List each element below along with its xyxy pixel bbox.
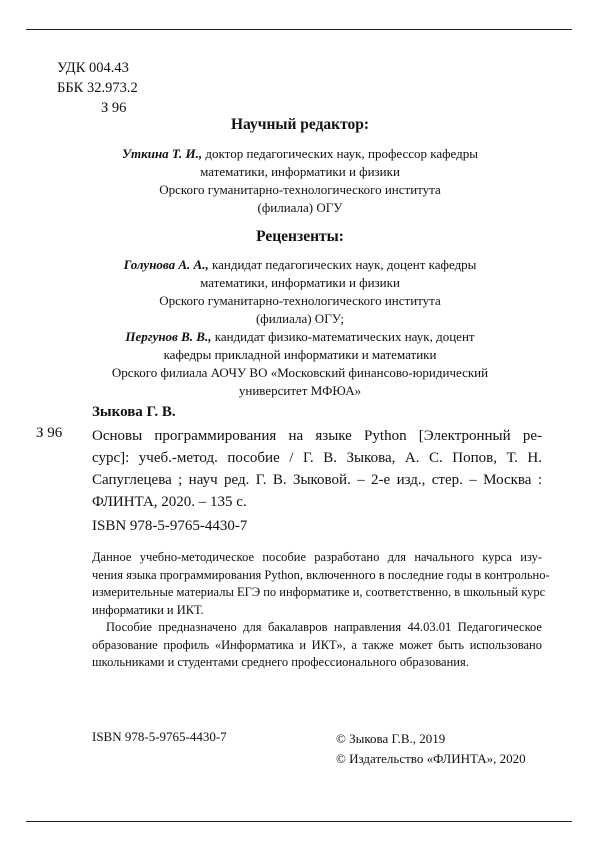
reviewers-heading: Рецензенты: — [256, 228, 344, 245]
reviewer-1-name: Голунова А. А., — [123, 257, 209, 272]
editor-line: (филиала) ОГУ — [257, 200, 343, 215]
abstract-line: школьниками и студентами среднего профессионального образования. — [92, 655, 469, 669]
author-mark: З 96 — [101, 100, 127, 116]
abstract-line: чения языка программирования Python, включенного в последние годы в контрольно- — [92, 567, 550, 582]
reviewer-line: (филиала) ОГУ; — [255, 311, 345, 326]
scientific-editor-heading: Научный редактор: — [230, 116, 370, 133]
top-rule — [26, 29, 572, 30]
reviewer-2-title: кандидат физико-математических наук, доцент — [211, 329, 475, 344]
editor-line: Орского гуманитарно-технологического института — [159, 182, 441, 197]
abstract-block — [92, 549, 550, 672]
copyright-author: © Зыкова Г.В., 2019 — [336, 731, 446, 746]
editor-title: доктор педагогических наук, профессор кафедры — [202, 146, 479, 161]
reviewer-line: университет МФЮА» — [238, 383, 362, 398]
copyright-publisher: © Издательство «ФЛИНТА», 2020 — [336, 751, 526, 766]
bottom-rule — [26, 821, 572, 822]
reviewer-line: кафедры прикладной информатики и математики — [163, 347, 437, 362]
editor-line — [60, 145, 540, 163]
reviewers-block — [60, 256, 540, 400]
classification-block — [57, 58, 138, 118]
book-isbn: ISBN 978-5-9765-4430-7 — [92, 518, 248, 534]
abstract-line: образование профиль «Информатика и ИКТ», а также может быть использовано — [92, 637, 542, 652]
scientific-editor-block — [60, 145, 540, 217]
reviewer-line — [60, 256, 540, 274]
book-description — [92, 425, 542, 513]
abstract-line: Данное учебно-методическое пособие разработано для начального курса изу- — [92, 550, 542, 564]
description-line: ФЛИНТА, 2020. – 135 с. — [92, 494, 247, 510]
book-author-mark: З 96 — [36, 425, 63, 441]
reviewer-line: математики, информатики и физики — [200, 275, 400, 290]
udk-code: УДК 004.43 — [57, 60, 129, 76]
footer-isbn: ISBN 978-5-9765-4430-7 — [92, 729, 227, 744]
abstract-line: Пособие предназначено для бакалавров направления 44.03.01 Педагогическое — [106, 620, 542, 634]
bbk-code: ББК 32.973.2 — [57, 80, 138, 96]
editor-line: математики, информатики и физики — [200, 164, 400, 179]
book-author: Зыкова Г. В. — [92, 404, 176, 420]
description-line: Основы программирования на языке Python [Электронный ре- — [92, 428, 542, 444]
reviewer-1-title: кандидат педагогических наук, доцент кафедры — [208, 257, 477, 272]
description-line: Сапуглецева ; науч ред. Г. В. Зыковой. – 2-е изд., стер. – Москва : — [92, 472, 542, 488]
reviewer-line: Орского филиала АОЧУ ВО «Московский финансово-юридический — [111, 365, 489, 380]
reviewer-2-name: Пергунов В. В., — [125, 329, 212, 344]
reviewer-line — [60, 328, 540, 346]
description-line: сурс]: учеб.-метод. пособие / Г. В. Зыкова, А. С. Попов, Т. Н. — [92, 450, 542, 466]
abstract-line: информатики и ИКТ. — [92, 602, 204, 617]
editor-name: Уткина Т. И., — [121, 146, 203, 161]
abstract-line: измерительные материалы ЕГЭ по информатике и, соответственно, в школьный курс — [92, 585, 546, 599]
reviewer-line: Орского гуманитарно-технологического института — [159, 293, 441, 308]
copyright-block — [336, 729, 526, 769]
